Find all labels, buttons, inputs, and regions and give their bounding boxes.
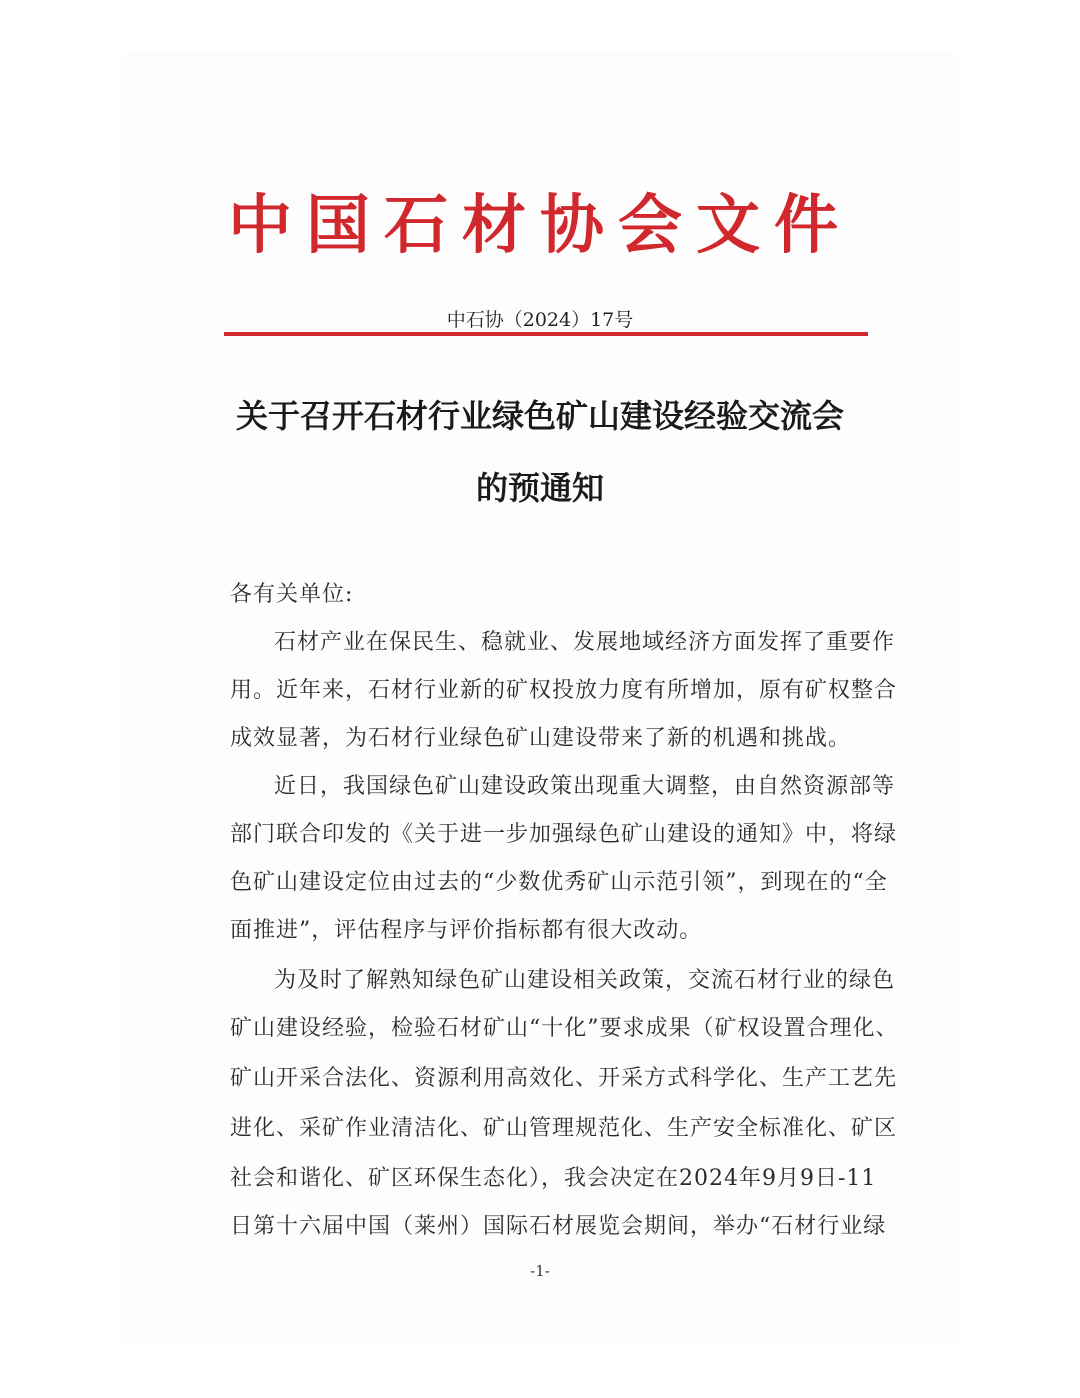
paragraph-3-line: 为及时了解熟知绿色矿山建设相关政策，交流石材行业的绿色 bbox=[274, 968, 896, 993]
paragraph-3-line: 日第十六届中国（莱州）国际石材展览会期间，举办“石材行业绿 bbox=[230, 1214, 887, 1239]
paragraph-1-line: 成效显著，为石材行业绿色矿山建设带来了新的机遇和挑战。 bbox=[230, 726, 852, 751]
salutation: 各有关单位: bbox=[230, 582, 354, 607]
paragraph-1-line: 石材产业在保民生、稳就业、发展地域经济方面发挥了重要作 bbox=[274, 630, 896, 655]
paragraph-2-line: 面推进”，评估程序与评价指标都有很大改动。 bbox=[230, 918, 703, 943]
paragraph-3-line: 矿山开采合法化、资源利用高效化、开采方式科学化、生产工艺先 bbox=[230, 1066, 898, 1091]
paragraph-1-line: 用。近年来，石材行业新的矿权投放力度有所增加，原有矿权整合 bbox=[230, 678, 898, 703]
notice-title-line-1: 关于召开石材行业绿色矿山建设经验交流会 bbox=[235, 397, 844, 435]
issuing-organization-title: 中国石材协会文件 bbox=[228, 188, 852, 263]
paragraph-2-line: 色矿山建设定位由过去的“少数优秀矿山示范引领”，到现在的“全 bbox=[230, 870, 888, 895]
paragraph-3-line: 矿山建设经验，检验石材矿山“十化”要求成果（矿权设置合理化、 bbox=[230, 1016, 899, 1041]
document-number: 中石协（2024）17号 bbox=[446, 309, 634, 331]
paragraph-2-line: 部门联合印发的《关于进一步加强绿色矿山建设的通知》中，将绿 bbox=[230, 822, 898, 847]
page-number: -1- bbox=[530, 1262, 550, 1280]
paragraph-3-line: 社会和谐化、矿区环保生态化），我会决定在2024年9月9日-11 bbox=[230, 1166, 877, 1191]
red-separator-rule bbox=[224, 332, 868, 336]
paragraph-3-line: 进化、采矿作业清洁化、矿山管理规范化、生产安全标准化、矿区 bbox=[230, 1116, 898, 1141]
notice-title-line-2: 的预通知 bbox=[475, 469, 604, 507]
paragraph-2-line: 近日，我国绿色矿山建设政策出现重大调整，由自然资源部等 bbox=[274, 774, 896, 799]
